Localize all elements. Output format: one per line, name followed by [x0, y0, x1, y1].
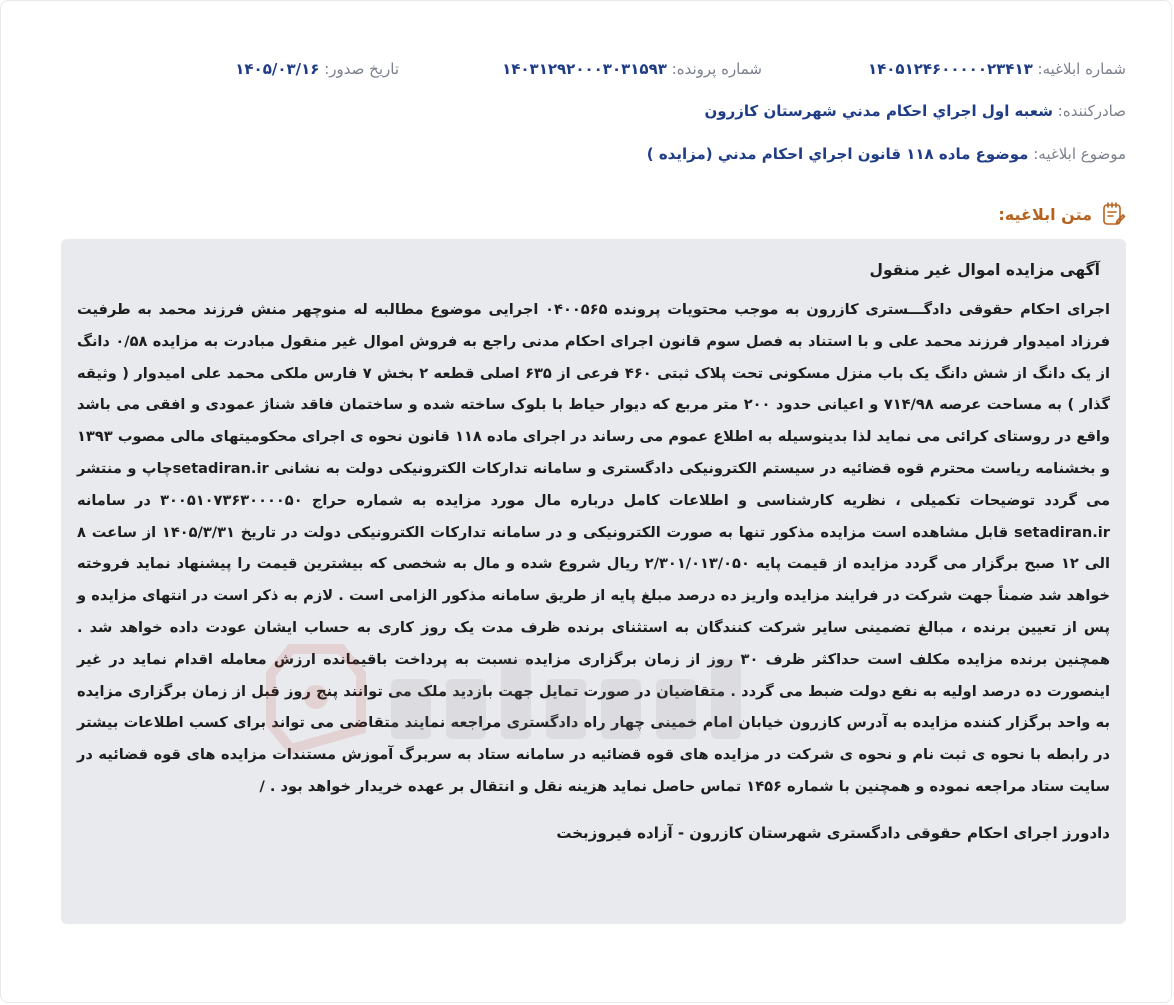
notice-text-heading [998, 201, 1126, 227]
notice-number-label: شماره ابلاغيه: [1037, 60, 1126, 78]
case-number-value: ۱۴۰۳۱۲۹۲۰۰۰۳۰۳۱۵۹۳ [502, 60, 667, 78]
issue-date-value: ۱۴۰۵/۰۳/۱۶ [235, 60, 320, 78]
notice-text-box [61, 239, 1126, 924]
issuer [704, 100, 1126, 122]
issuer-label: صادرکننده: [1057, 102, 1126, 120]
case-number [502, 58, 762, 80]
case-number-label: شماره پرونده: [671, 60, 762, 78]
issuer-value: شعبه اول اجراي احكام مدني شهرستان كازرون [704, 102, 1053, 120]
document-edit-icon [1100, 201, 1126, 227]
auction-body-text: اجرای احکام حقوقی دادگـــستری کازرون به موجب محتویات پرونده ۰۴۰۰۵۶۵ اجرایی موضوع مطالبه له منوچهر منش فرزند محمد به طرفیت فرزاد امیدوار فرزند محمد علی و با استناد به فصل سوم قانون اجرای احکام مدنی راجع به فروش اموال غیر منقول مبادرت به مزایده ۰/۵۸ دانگ از یک دانگ از شش دانگ یک باب منزل مسکونی تحت پلاک ثبتی ۴۶۰ فرعی از ۶۳۵ اصلی قطعه ۲ بخش ۷ فارس ملکی محمد علی امیدوار ( وثیقه گذار ) به مساحت عرصه ۷۱۴/۹۸ و اعیانی حدود ۲۰۰ متر مربع که دیوار حیاط با بلوک ساخته شده و ساختمان فاقد شناژ عمودی و افقی می باشد واقع در روستای کرائی می نماید لذا بدینوسیله به اطلاع عموم می رساند در اجرای ماده ۱۱۸ قانون نحوه ی اجرای محکومیتهای مالی مصوب ۱۳۹۳ و بخشنامه ریاست محترم قوه قضائیه در سیستم الکترونیکی دادگستری و سامانه تدارکات الکترونیکی دولت به نشانی setadiran.irچاپ و منتشر می گردد توضیحات تکمیلی ، نظریه کارشناسی و اطلاعات کامل درباره مال مورد مزایده به شماره حراج ۳۰۰۵۱۰۷۳۶۳۰۰۰۰۵۰ در سامانه setadiran.ir قابل مشاهده است مزایده مذکور تنها به صورت الکترونیکی و در سامانه تدارکات الکترونیکی دولت در تاریخ ۱۴۰۵/۳/۳۱ از ساعت ۸ الی ۱۲ صبح برگزار می گردد مزایده از قیمت پایه ۲/۳۰۱/۰۱۳/۰۵۰ ریال شروع شده و مال به شخصی که بیشترین قیمت را پیشنهاد نماید فروخته خواهد شد ضمناً جهت شرکت در فرایند مزایده واریز ده درصد مبلغ پایه از طریق سامانه مذکور الزامی است . لازم به ذکر است در انتهای مزایده و پس از تعیین برنده ، مبالغ تضمینی سایر شرکت کنندگان به استثنای برنده ظرف مدت یک روز کاری به حساب ایشان عودت داده خواهد شد . همچنین برنده مزایده مکلف است حداکثر ظرف ۳۰ روز از زمان برگزاری مزایده نسبت به پرداخت باقیمانده ارزش معامله اقدام نماید در غیر اینصورت ده درصد اولیه به نفع دولت ضبط می گردد . متقاضیان در صورت تمایل جهت بازدید ملک می توانند پنج روز قبل از زمان برگزاری مزایده به واحد برگزار کننده مزایده به آدرس کازرون خیابان امام خمینی چهار راه دادگستری مراجعه نمایند متقاضی می تواند برای کسب اطلاعات بیشتر در رابطه با نحوه ی ثبت نام و نحوه ی شرکت در مزایده های قوه قضائیه در سامانه ستاد به سربرگ آموزش مستندات مزایده های قوه قضائیه در سایت ستاد مراجعه نموده و همچنین با شماره ۱۴۵۶ تماس حاصل نماید هزینه نقل و انتقال بر عهده خریدار خواهد بود . / [77, 301, 1111, 795]
auction-title: آگهی مزایده اموال غیر منقول [869, 261, 1100, 279]
issue-date [235, 58, 399, 80]
notice-subject [647, 143, 1126, 165]
notice-number-value: ۱۴۰۵۱۲۴۶۰۰۰۰۰۲۳۴۱۳ [867, 60, 1033, 78]
auction-signature: دادورز اجرای احکام حقوقی دادگستری شهرستان کازرون - آزاده فیروزبخت [556, 823, 1110, 842]
notice-text-heading-label: متن ابلاغيه: [998, 204, 1092, 224]
subject-label: موضوع ابلاغيه: [1033, 145, 1126, 163]
subject-value: موضوع ماده ۱۱۸ قانون اجراي احكام مدني (مزايده ) [646, 145, 1029, 163]
issue-date-label: تاريخ صدور: [324, 60, 399, 78]
notice-number [868, 58, 1126, 80]
